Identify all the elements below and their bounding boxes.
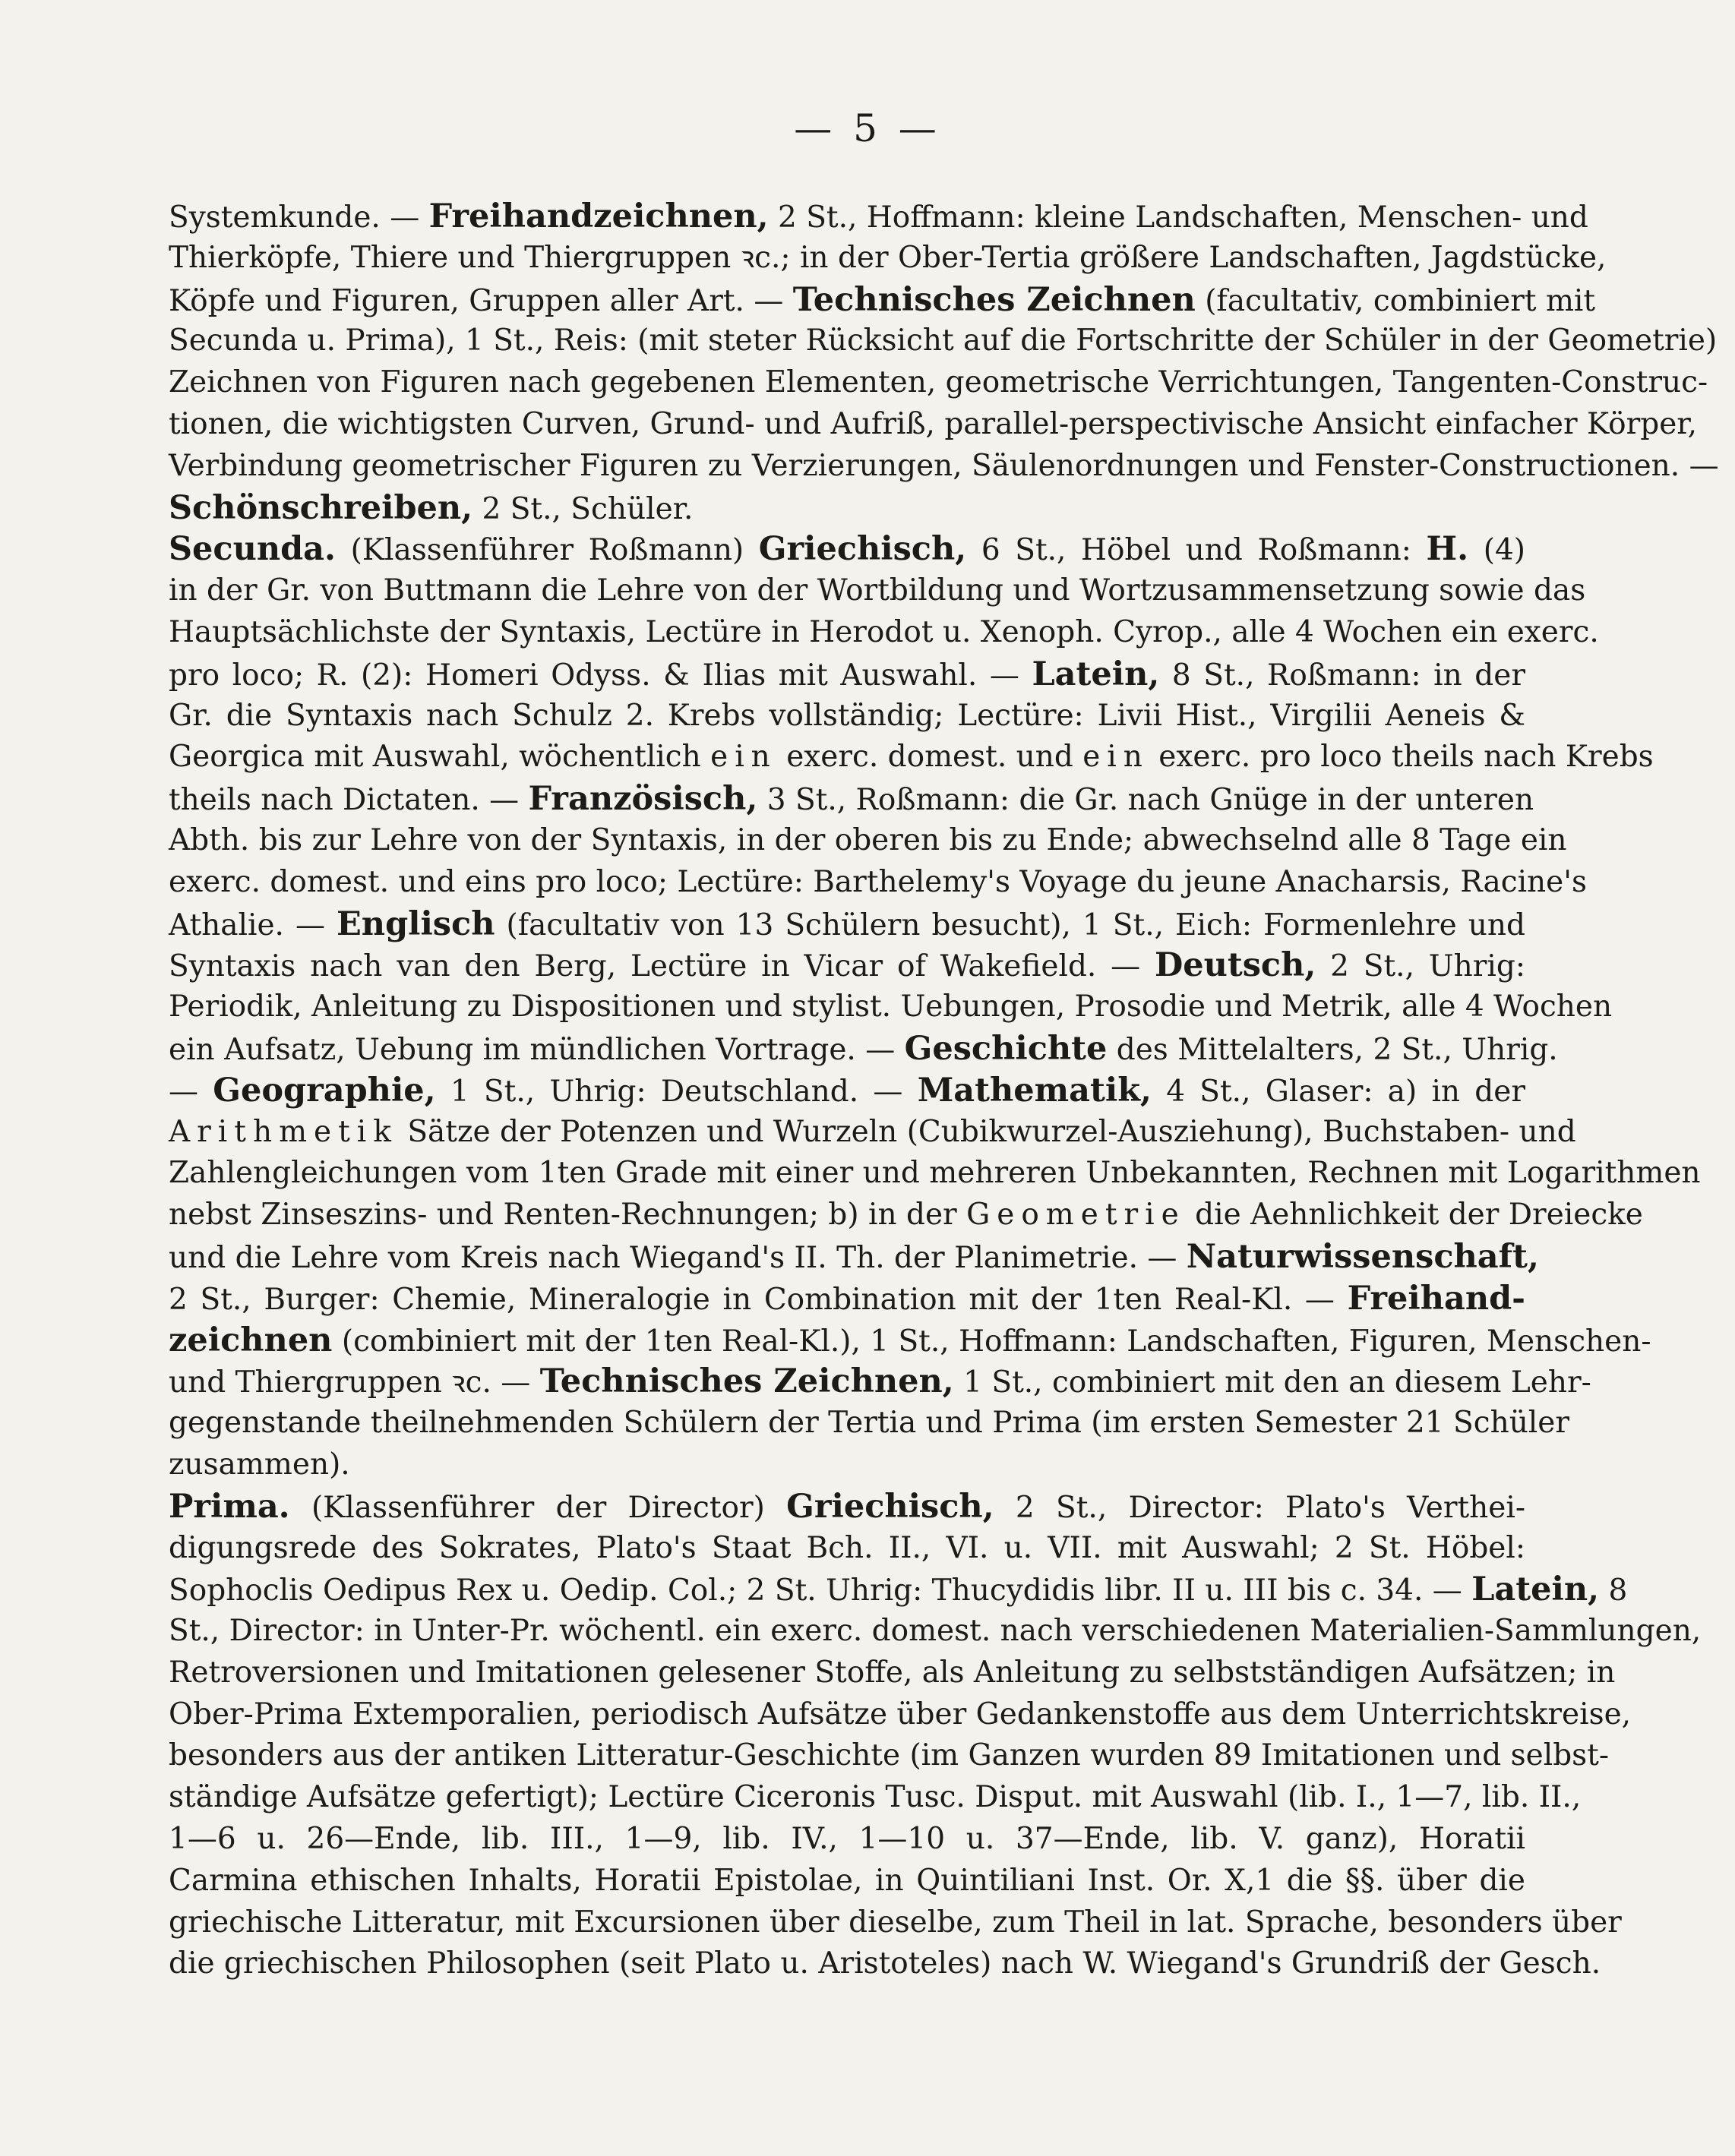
- text-segment: Sophoclis Oedipus Rex u. Oedip. Col.; 2 St. Uhrig: Thucydidis libr. II u. III bis c. 34. —: [169, 1574, 1472, 1608]
- subject-heading: Naturwissenschaft,: [1186, 1237, 1539, 1276]
- text-line: [169, 862, 1587, 904]
- text-segment: besonders aus der antiken Litteratur-Geschichte (im Ganzen wurden 89 Imitationen und selbst-: [169, 1738, 1610, 1773]
- text-line: [169, 529, 1525, 570]
- text-segment: 2 St., Director: Plato's Verthei-: [994, 1490, 1525, 1525]
- text-segment: (Klassenführer Roßmann): [336, 533, 759, 568]
- text-segment: Zahlengleichungen vom 1ten Grade mit einer und mehreren Unbekannten, Rechnen mit Logarithmen: [169, 1156, 1701, 1191]
- text-line: [169, 1861, 1525, 1902]
- text-segment: (facultativ, combiniert mit: [1195, 283, 1596, 318]
- text-segment: des Mittelalters, 2 St., Uhrig.: [1107, 1032, 1558, 1067]
- text-line: [169, 1943, 1601, 1985]
- text-segment: Carmina ethischen Inhalts, Horatii Epistolae, in Quintiliani Inst. Or. X,1 die §§. über die: [169, 1863, 1525, 1898]
- text-line: [169, 1486, 1525, 1528]
- subject-heading: zeichnen: [169, 1321, 333, 1359]
- text-segment: in der Gr. von Buttmann die Lehre von der Wortbildung und Wortzusammensetzung sowie das: [169, 573, 1586, 608]
- text-segment: Arithmetik: [169, 1114, 398, 1149]
- text-line: [169, 1777, 1582, 1819]
- text-segment: Athalie. —: [169, 908, 337, 942]
- text-line: [169, 1112, 1576, 1154]
- subject-heading: Latein,: [1471, 1570, 1600, 1609]
- text-line: [169, 986, 1613, 1028]
- page-number: — 5 —: [794, 106, 941, 150]
- text-line: [169, 1361, 1591, 1403]
- subject-heading: Deutsch,: [1154, 946, 1316, 985]
- subject-heading: Schönschreiben,: [169, 488, 473, 527]
- text-segment: (4): [1468, 533, 1525, 568]
- subject-heading: Freihandzeichnen,: [428, 197, 769, 235]
- subject-heading: Geographie,: [213, 1071, 436, 1110]
- text-line: [169, 279, 1596, 321]
- text-line: [169, 1320, 1651, 1362]
- text-segment: ein Aufsatz, Uebung im mündlichen Vortrage. —: [169, 1032, 905, 1067]
- text-line: [169, 778, 1534, 820]
- subject-heading: Französisch,: [528, 780, 758, 819]
- text-segment: Secunda u. Prima), 1 St., Reis: (mit steter Rücksicht auf die Fortschritte der Schüler in der Geometrie): [169, 324, 1718, 358]
- text-line: [169, 1153, 1701, 1195]
- text-segment: Zeichnen von Figuren nach gegebenen Elementen, geometrische Verrichtungen, Tangenten-Construc-: [169, 365, 1708, 400]
- text-line: [169, 570, 1586, 612]
- text-segment: Thierköpfe, Thiere und Thiergruppen ꝛc.; in der Ober-Tertia größere Landschaften, Jagdstücke,: [169, 240, 1607, 275]
- text-line: [169, 1528, 1525, 1570]
- text-segment: Verbindung geometrischer Figuren zu Verzierungen, Säulenordnungen und Fenster-Constructionen. —: [169, 448, 1719, 483]
- text-line: [169, 1694, 1632, 1736]
- text-line: [169, 488, 1525, 529]
- text-segment: 1 St., combiniert mit den an diesem Lehr-: [953, 1365, 1591, 1400]
- text-segment: Sätze der Potenzen und Wurzeln (Cubikwurzel-Ausziehung), Buchstaben- und: [397, 1114, 1576, 1149]
- text-line: [169, 1278, 1525, 1320]
- text-line: [169, 904, 1525, 945]
- body-text: [169, 196, 1719, 1985]
- text-segment: 1 St., Uhrig: Deutschland. —: [435, 1074, 918, 1109]
- subject-heading: Latein,: [1032, 655, 1160, 693]
- subject-heading: Secunda.: [169, 530, 337, 569]
- text-segment: (Klassenführer der Director): [289, 1490, 787, 1525]
- text-segment: digungsrede des Sokrates, Plato's Staat Bch. II., VI. u. VII. mit Auswahl; 2 St. Höbel:: [169, 1530, 1525, 1565]
- text-segment: 6 St., Höbel und Roßmann:: [966, 533, 1427, 568]
- text-segment: die griechischen Philosophen (seit Plato u. Aristoteles) nach W. Wiegand's Grundriß der Gesch.: [169, 1946, 1601, 1981]
- text-segment: gegenstande theilnehmenden Schülern der Tertia und Prima (im ersten Semester 21 Schüler: [169, 1406, 1570, 1441]
- text-segment: und die Lehre vom Kreis nach Wiegand's II. Th. der Planimetrie. —: [169, 1240, 1187, 1275]
- text-segment: Geometrie: [966, 1198, 1186, 1233]
- text-line: [169, 1070, 1525, 1112]
- text-line: [169, 320, 1718, 362]
- subject-heading: Griechisch,: [786, 1487, 994, 1526]
- text-line: [169, 1444, 1525, 1486]
- text-segment: Retroversionen und Imitationen gelesener Stoffe, als Anleitung zu selbstständigen Aufsätzen; in: [169, 1655, 1616, 1690]
- text-segment: 3 St., Roßmann: die Gr. nach Gnüge in der unteren: [757, 783, 1534, 818]
- text-segment: tionen, die wichtigsten Curven, Grund- und Aufriß, parallel-perspectivische Ansicht einfacher Körper,: [169, 406, 1698, 441]
- text-line: [169, 1236, 1539, 1278]
- text-line: [169, 404, 1698, 446]
- text-segment: Gr. die Syntaxis nach Schulz 2. Krebs vollständig; Lectüre: Livii Hist., Virgilii Aeneis &: [169, 698, 1525, 733]
- subject-heading: Geschichte: [904, 1029, 1108, 1068]
- subject-heading: H.: [1426, 530, 1469, 569]
- text-segment: 2 St., Uhrig:: [1316, 949, 1525, 984]
- text-line: [169, 1819, 1525, 1861]
- text-segment: griechische Litteratur, mit Excursionen über dieselbe, zum Theil in lat. Sprache, besonders über: [169, 1905, 1622, 1940]
- subject-heading: Englisch: [337, 904, 495, 943]
- text-segment: die Aehnlichkeit der Dreiecke: [1185, 1198, 1643, 1233]
- text-line: [169, 654, 1525, 696]
- text-line: [169, 612, 1599, 654]
- text-line: [169, 1195, 1643, 1236]
- text-segment: —: [169, 1074, 213, 1109]
- text-line: [169, 362, 1708, 404]
- subject-heading: Griechisch,: [758, 530, 967, 569]
- text-line: [169, 1569, 1628, 1611]
- text-line: [169, 945, 1525, 986]
- subject-heading: Technisches Zeichnen,: [539, 1362, 954, 1401]
- subject-heading: Freihand-: [1347, 1279, 1525, 1318]
- text-segment: Köpfe und Figuren, Gruppen aller Art. —: [169, 283, 793, 318]
- text-segment: 2 St., Schüler.: [472, 491, 694, 526]
- text-line: [169, 196, 1588, 238]
- text-segment: pro loco; R. (2): Homeri Odyss. & Ilias mit Auswahl. —: [169, 658, 1032, 693]
- text-segment: exerc. pro loco theils nach Krebs: [1149, 740, 1654, 775]
- text-line: [169, 696, 1525, 737]
- text-line: [169, 1902, 1622, 1944]
- text-segment: ein: [1082, 740, 1149, 775]
- subject-heading: Technisches Zeichnen: [792, 280, 1196, 319]
- subject-heading: Prima.: [169, 1487, 290, 1526]
- text-segment: und Thiergruppen ꝛc. —: [169, 1365, 540, 1400]
- text-line: [169, 737, 1654, 778]
- text-segment: 8: [1599, 1574, 1628, 1608]
- text-line: [169, 1611, 1702, 1653]
- text-segment: Hauptsächlichste der Syntaxis, Lectüre in Herodot u. Xenoph. Cyrop., alle 4 Wochen ein exerc.: [169, 614, 1599, 649]
- text-segment: 8 St., Roßmann: in der: [1159, 658, 1525, 693]
- text-segment: 4 St., Glaser: a) in der: [1151, 1074, 1525, 1109]
- text-segment: Abth. bis zur Lehre von der Syntaxis, in der oberen bis zu Ende; abwechselnd alle 8 Tage ein: [169, 822, 1567, 857]
- text-segment: zusammen).: [169, 1447, 350, 1482]
- text-segment: exerc. domest. und: [776, 740, 1083, 775]
- text-line: [169, 446, 1719, 488]
- text-segment: nebst Zinseszins- und Renten-Rechnungen; b) in der: [169, 1198, 967, 1233]
- text-segment: exerc. domest. und eins pro loco; Lectüre: Barthelemy's Voyage du jeune Anacharsis, Racine's: [169, 864, 1587, 899]
- text-segment: 1—6 u. 26—Ende, lib. III., 1—9, lib. IV., 1—10 u. 37—Ende, lib. V. ganz), Horatii: [169, 1822, 1525, 1857]
- text-segment: St., Director: in Unter-Pr. wöchentl. ein exerc. domest. nach verschiedenen Materialien-Sammlungen,: [169, 1614, 1702, 1649]
- text-segment: Systemkunde. —: [169, 200, 429, 235]
- text-segment: ständige Aufsätze gefertigt); Lectüre Ciceronis Tusc. Disput. mit Auswahl (lib. I., 1—7, lib. II.,: [169, 1780, 1582, 1815]
- text-segment: 2 St., Hoffmann: kleine Landschaften, Menschen- und: [768, 200, 1588, 235]
- text-segment: 2 St., Burger: Chemie, Mineralogie in Combination mit der 1ten Real-Kl. —: [169, 1282, 1348, 1317]
- text-segment: theils nach Dictaten. —: [169, 783, 529, 818]
- subject-heading: Mathematik,: [917, 1071, 1152, 1110]
- text-segment: Periodik, Anleitung zu Dispositionen und stylist. Uebungen, Prosodie und Metrik, alle 4 Wochen: [169, 990, 1613, 1024]
- text-segment: Ober-Prima Extemporalien, periodisch Aufsätze über Gedankenstoffe aus dem Unterrichtskreise,: [169, 1697, 1632, 1731]
- text-segment: Georgica mit Auswahl, wöchentlich: [169, 740, 711, 775]
- text-line: [169, 1735, 1610, 1777]
- text-segment: ein: [710, 740, 777, 775]
- text-line: [169, 1653, 1616, 1694]
- text-line: [169, 238, 1607, 279]
- text-line: [169, 820, 1567, 862]
- text-line: [169, 1403, 1570, 1444]
- text-segment: Syntaxis nach van den Berg, Lectüre in Vicar of Wakefield. —: [169, 949, 1155, 984]
- text-line: [169, 1028, 1558, 1070]
- text-segment: (combiniert mit der 1ten Real-Kl.), 1 St., Hoffmann: Landschaften, Figuren, Menschen-: [332, 1324, 1651, 1359]
- text-segment: (facultativ von 13 Schülern besucht), 1 St., Eich: Formenlehre und: [495, 908, 1525, 942]
